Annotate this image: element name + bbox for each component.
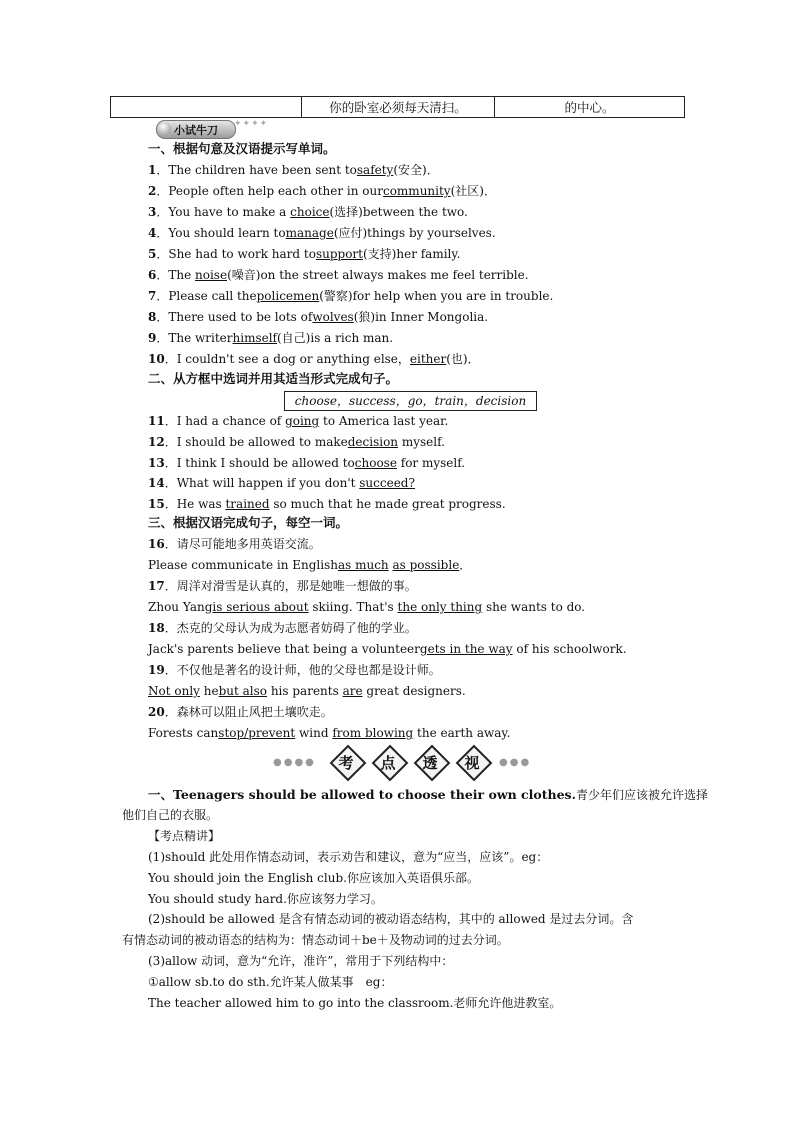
item-text: (支持)her family.	[363, 247, 461, 261]
section-3-title: 三、根据汉语完成句子，每空一词。	[148, 515, 349, 530]
item-text: (安全)．	[393, 163, 439, 177]
list-item	[148, 203, 468, 221]
item-text: (应付)things by yourselves.	[333, 226, 496, 240]
answer-blank: choice	[290, 205, 330, 219]
item-text: 4	[148, 226, 157, 240]
table-row	[111, 97, 685, 118]
section-2-title: 二、从方框中选词并用其适当形式完成句子。	[148, 371, 399, 386]
item-text: (自己)is a rich man.	[277, 331, 394, 345]
kp-line: (3)allow 动词，意为“允许，准许”，常用于下列结构中：	[148, 954, 454, 968]
answer-blank: succeed?	[359, 476, 415, 491]
sparkle-icon: ✦✦✦✦	[234, 119, 269, 129]
list-item	[148, 182, 496, 200]
item-text: ．People often help each other in our	[156, 184, 383, 198]
list-item	[148, 245, 460, 263]
badge-dot-icon	[158, 122, 171, 135]
kp-example: The teacher allowed him to go into the classroom.老师允许他进教室。	[148, 996, 562, 1010]
kp-line: 有情态动词的被动语态的结构为：情态动词＋be＋及物动词的过去分词。	[122, 933, 509, 947]
item-text: myself.	[398, 434, 445, 449]
answer-blank: noise	[195, 268, 228, 282]
table-cell: 你的卧室必须每天清扫。	[302, 97, 495, 118]
kp-example: You should join the English club.你应该加入英语俱乐部。	[148, 871, 479, 885]
table-cell: 的中心。	[495, 97, 685, 118]
q19-chinese: 19．不仅他是著名的设计师，他的父母也都是设计师。	[148, 663, 441, 677]
item-text: 1	[148, 163, 157, 177]
answer-blank: going	[285, 414, 320, 428]
answer-blank: either	[409, 352, 447, 366]
item-text: (也)．	[446, 352, 480, 366]
list-item	[148, 266, 529, 284]
answer-blank: policemen	[256, 289, 320, 303]
list-item	[148, 412, 448, 430]
section-badge	[156, 119, 269, 139]
answer-blank: support	[315, 247, 363, 261]
item-text: 3	[148, 205, 157, 219]
answer-blank: manage	[285, 226, 334, 240]
item-text: (社区)．	[450, 184, 496, 198]
answer-blank: wolves	[312, 310, 354, 324]
answer-blank: himself	[232, 331, 277, 345]
item-text: (噪音)on the street always makes me feel terrible.	[227, 268, 529, 282]
item-text: for myself.	[396, 455, 466, 470]
badge-label: 小试牛刀	[174, 124, 218, 137]
word-box: choose，success，go，train，decision	[284, 391, 537, 411]
q18-chinese: 18．杰克的父母认为成为志愿者妨碍了他的学业。	[148, 621, 417, 635]
banner-diamond: 视	[457, 746, 487, 776]
kaodian-banner	[273, 744, 532, 780]
item-text: ．She had to work hard to	[156, 247, 316, 261]
answer-blank: community	[382, 184, 451, 198]
banner-diamond: 点	[373, 746, 403, 776]
item-text: (警察)for help when you are in trouble.	[319, 289, 554, 303]
item-text: 7	[148, 289, 157, 303]
item-text: ．I couldn't see a dog or anything else，	[164, 352, 410, 366]
item-text: 12	[148, 434, 165, 449]
q18-answer: Jack's parents believe that being a volunteergets in the way of his schoolwork.	[148, 642, 627, 656]
item-text: ．Please call the	[156, 289, 257, 303]
section-1-title: 一、根据句意及汉语提示写单词。	[148, 141, 336, 156]
list-item	[148, 224, 496, 242]
kp-line: (1)should 此处用作情态动词，表示劝告和建议，意为“应当，应该”。eg：	[148, 850, 549, 864]
list-item	[148, 495, 506, 513]
item-text: 2	[148, 184, 157, 198]
kp-heading: 一、Teenagers should be allowed to choose their own clothes.青少年们应该被允许选择	[148, 787, 708, 802]
q16-chinese: 16．请尽可能地多用英语交流。	[148, 537, 321, 551]
item-text: (选择)between the two.	[329, 205, 468, 219]
item-text: ．There used to be lots of	[156, 310, 313, 324]
list-item	[148, 350, 480, 368]
list-item	[148, 454, 465, 472]
kp-heading-cont: 他们自己的衣服。	[122, 808, 219, 822]
top-table	[110, 96, 685, 118]
item-text: ．The writer	[156, 331, 233, 345]
kp-example: You should study hard.你应该努力学习。	[148, 892, 383, 906]
answer-blank: trained	[225, 497, 270, 512]
item-text: so much that he made great progress.	[269, 497, 506, 512]
q16-answer: Please communicate in Englishas much as possible．	[148, 558, 472, 572]
item-text: (狼)in Inner Mongolia.	[353, 310, 489, 324]
item-text: 13	[148, 455, 165, 470]
item-text: 14	[148, 476, 165, 491]
item-text: ．What will happen if you don't	[164, 476, 360, 491]
list-item	[148, 287, 553, 305]
item-text: ．I should be allowed to make	[164, 434, 348, 449]
item-text: ．The	[156, 268, 196, 282]
item-text: 8	[148, 310, 157, 324]
item-text: 5	[148, 247, 157, 261]
list-item	[148, 308, 488, 326]
q20-chinese: 20．森林可以阻止风把土壤吹走。	[148, 705, 333, 719]
kp-line: (2)should be allowed 是含有情态动词的被动语态结构，其中的 allowed 是过去分词。含	[148, 912, 634, 926]
item-text: ．The children have been sent to	[156, 163, 357, 177]
item-text: 11	[148, 414, 165, 428]
list-item	[148, 329, 393, 347]
item-text: ．You should learn to	[156, 226, 286, 240]
banner-diamond: 考	[331, 746, 361, 776]
item-text: 6	[148, 268, 157, 282]
banner-diamond: 透	[415, 746, 445, 776]
list-item	[148, 433, 445, 451]
item-text: ．I had a chance of	[164, 414, 286, 428]
item-text: 15	[148, 497, 165, 512]
answer-blank: choose	[354, 455, 397, 470]
q19-answer: Not only hebut also his parents are great designers.	[148, 684, 466, 698]
list-item	[148, 474, 415, 492]
table-cell	[111, 97, 302, 118]
banner-dots-right-icon: ●●●	[499, 757, 532, 768]
kp-line: ①allow sb.to do sth.允许某人做某事 eg：	[148, 975, 393, 989]
q20-answer: Forests canstop/prevent wind from blowing the earth away.	[148, 726, 511, 740]
q17-answer: Zhou Yangis serious about skiing. That's the only thing she wants to do.	[148, 600, 586, 614]
q17-chinese: 17．周洋对滑雪是认真的，那是她唯一想做的事。	[148, 579, 417, 593]
item-text: ．You have to make a	[156, 205, 291, 219]
item-text: to America last year.	[319, 414, 449, 428]
banner-dots-left-icon: ●●●●	[273, 757, 316, 768]
kp-label: 【考点精讲】	[148, 829, 221, 843]
answer-blank: decision	[347, 434, 399, 449]
list-item	[148, 161, 439, 179]
item-text: 9	[148, 331, 157, 345]
item-text: ．I think I should be allowed to	[164, 455, 355, 470]
item-text: 10	[148, 352, 165, 366]
item-text: ．He was	[164, 497, 226, 512]
answer-blank: safety	[356, 163, 394, 177]
